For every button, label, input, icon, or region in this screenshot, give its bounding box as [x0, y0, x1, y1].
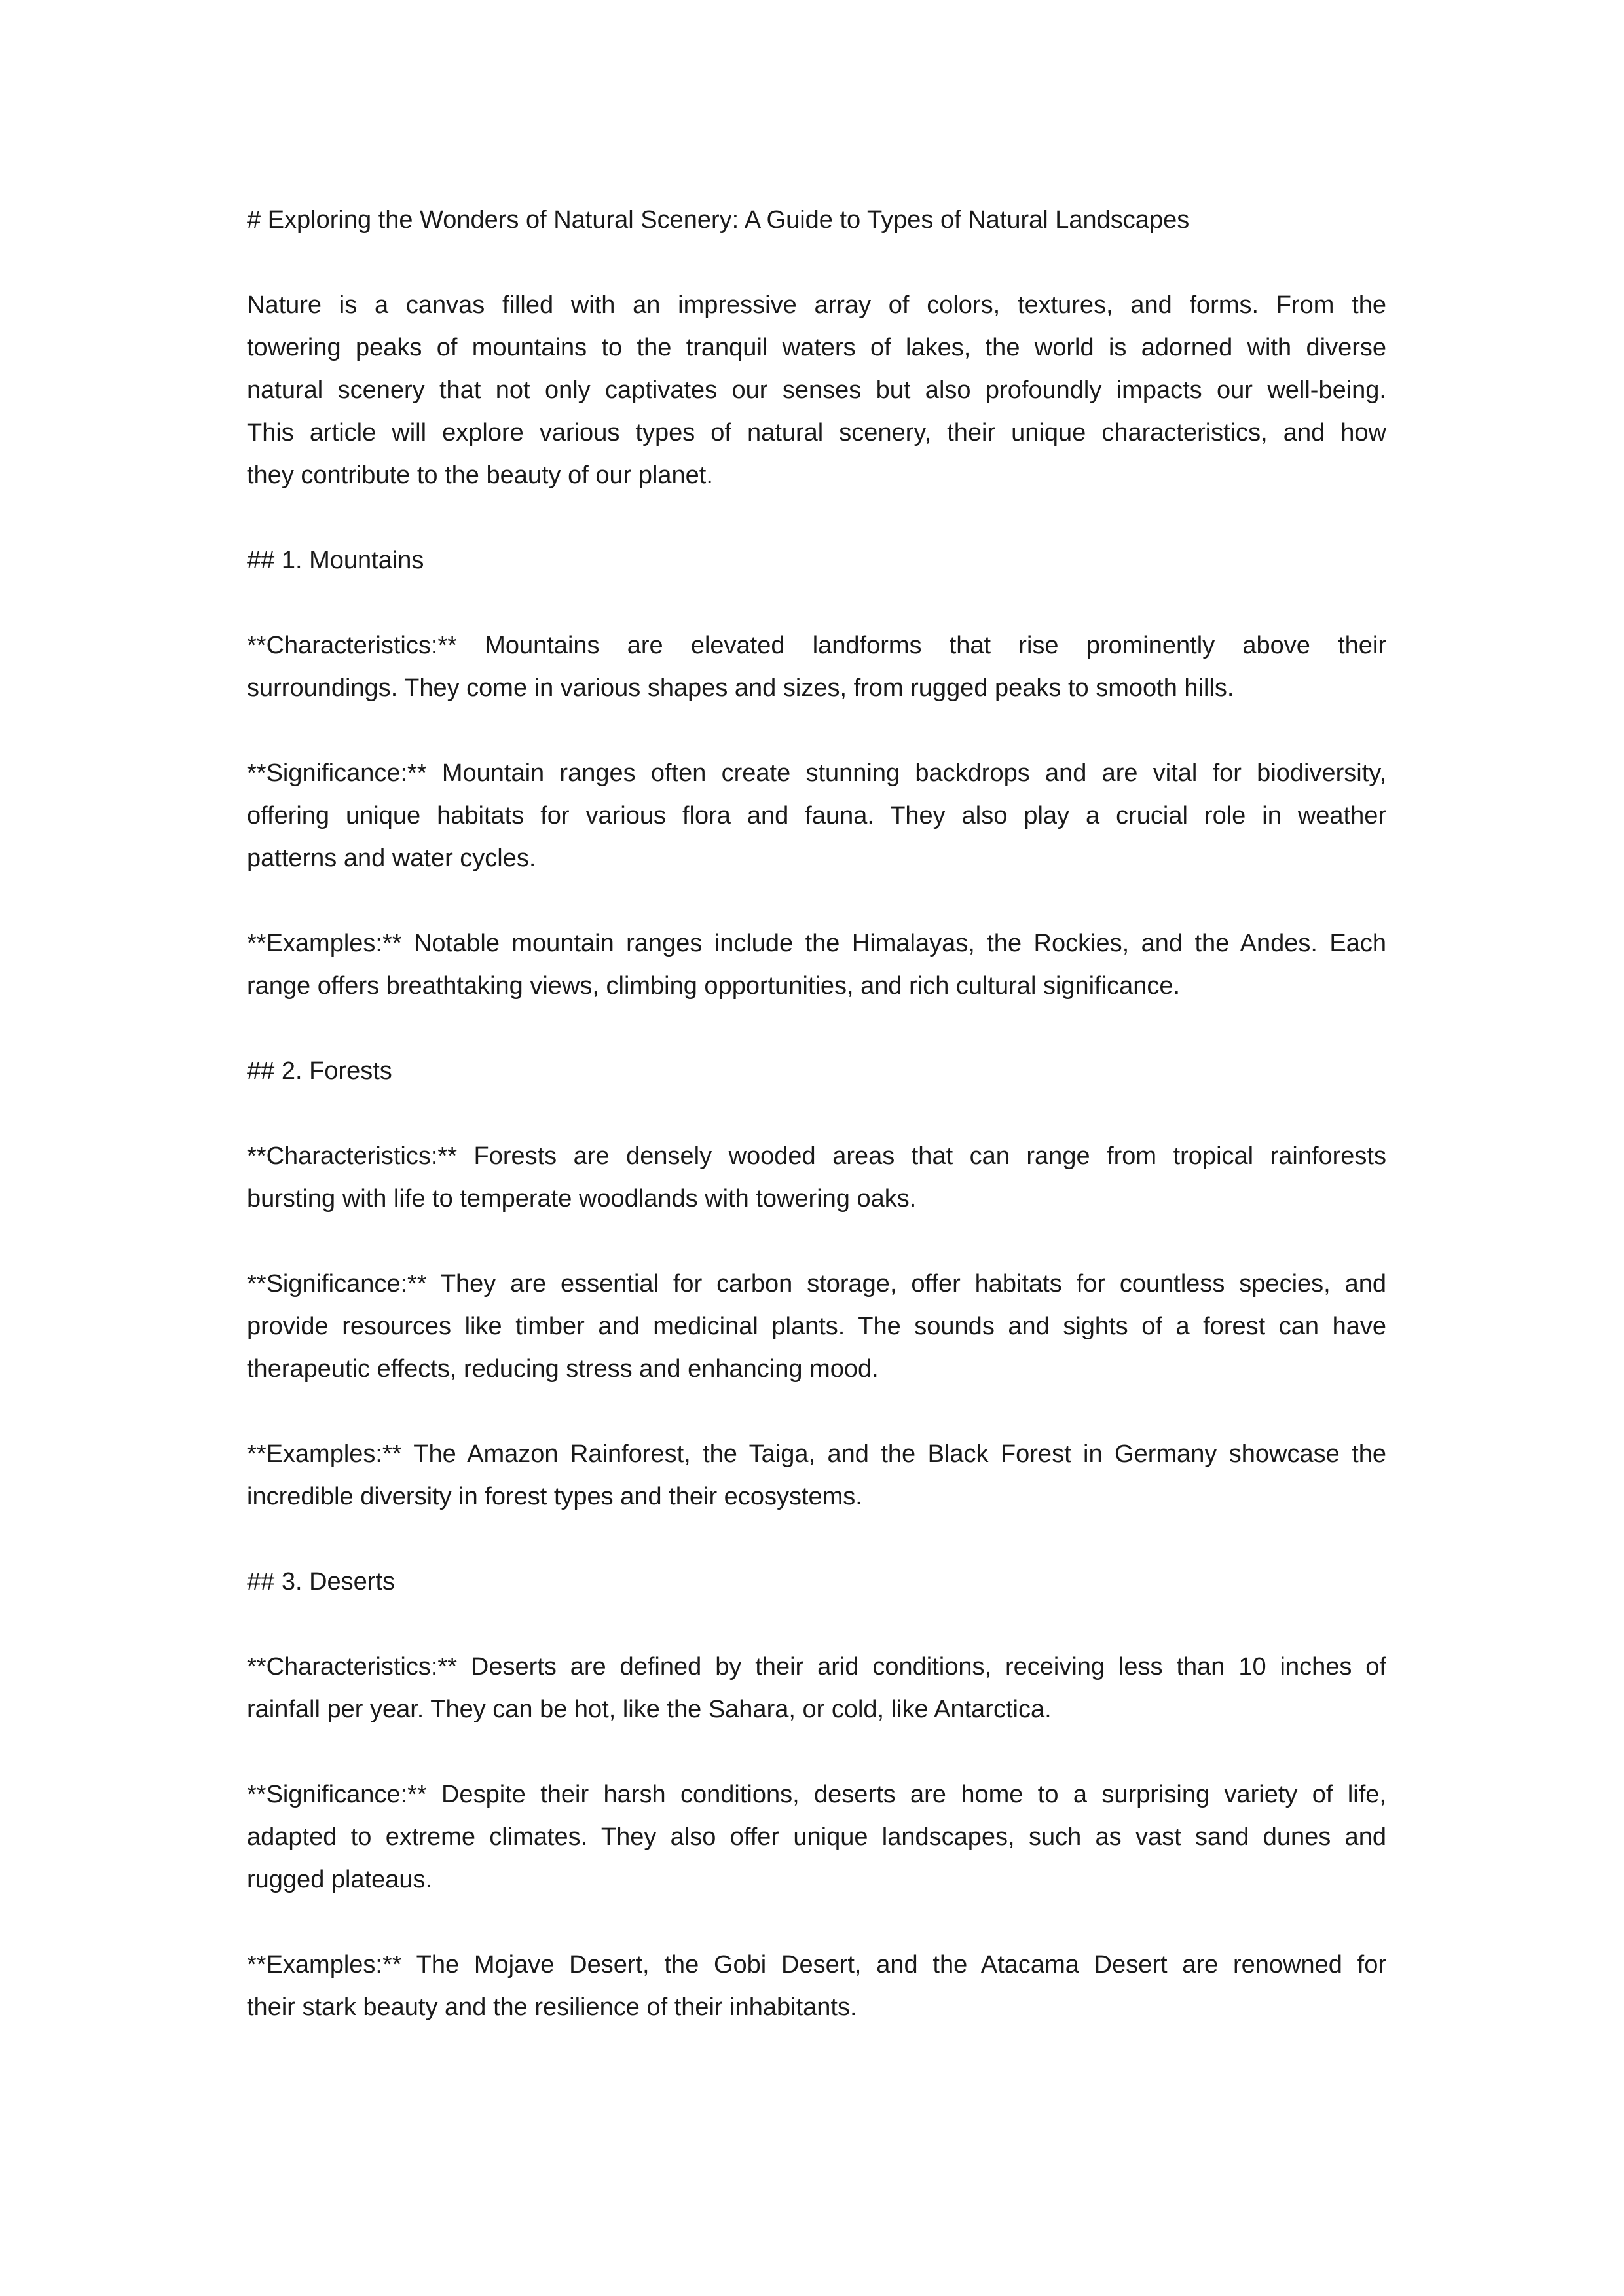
forests-significance-line: provide resources like timber and medicinal plants. The sounds and sights of a forest can have — [247, 1313, 1386, 1340]
mountains-significance-line: patterns and water cycles. — [247, 845, 536, 872]
intro-line: This article will explore various types of natural scenery, their unique characteristics, and how — [247, 419, 1386, 446]
forests-significance-line: **Significance:** They are essential for carbon storage, offer habitats for countless species, and — [247, 1270, 1386, 1298]
forests-characteristics-line: bursting with life to temperate woodlands with towering oaks. — [247, 1185, 917, 1212]
section-heading-mountains: ## 1. Mountains — [247, 547, 424, 574]
document-title: # Exploring the Wonders of Natural Scenery: A Guide to Types of Natural Landscapes — [247, 206, 1190, 234]
intro-line: they contribute to the beauty of our planet. — [247, 462, 713, 489]
mountains-examples-line: range offers breathtaking views, climbing opportunities, and rich cultural significance. — [247, 972, 1181, 1000]
forests-examples-line: incredible diversity in forest types and their ecosystems. — [247, 1483, 862, 1510]
forests-significance-line: therapeutic effects, reducing stress and enhancing mood. — [247, 1355, 879, 1383]
mountains-significance-line: **Significance:** Mountain ranges often create stunning backdrops and are vital for biodiversity, — [247, 759, 1386, 787]
forests-characteristics-line: **Characteristics:** Forests are densely wooded areas that can range from tropical rainforests — [247, 1142, 1386, 1170]
mountains-characteristics-line: **Characteristics:** Mountains are elevated landforms that rise prominently above their — [247, 632, 1386, 659]
deserts-characteristics-line: **Characteristics:** Deserts are defined by their arid conditions, receiving less than 10 inches of — [247, 1653, 1386, 1681]
section-heading-deserts: ## 3. Deserts — [247, 1568, 395, 1595]
deserts-examples-line: **Examples:** The Mojave Desert, the Gobi Desert, and the Atacama Desert are renowned for — [247, 1951, 1386, 1978]
forests-examples-line: **Examples:** The Amazon Rainforest, the Taiga, and the Black Forest in Germany showcase the — [247, 1440, 1386, 1468]
deserts-significance-line: **Significance:** Despite their harsh conditions, deserts are home to a surprising variety of life, — [247, 1781, 1386, 1808]
intro-line: natural scenery that not only captivates our senses but also profoundly impacts our well-being. — [247, 376, 1386, 404]
deserts-significance-line: rugged plateaus. — [247, 1866, 433, 1893]
intro-line: towering peaks of mountains to the tranquil waters of lakes, the world is adorned with diverse — [247, 334, 1386, 361]
mountains-examples-line: **Examples:** Notable mountain ranges include the Himalayas, the Rockies, and the Andes. Each — [247, 930, 1386, 957]
section-heading-forests: ## 2. Forests — [247, 1057, 392, 1085]
deserts-characteristics-line: rainfall per year. They can be hot, like the Sahara, or cold, like Antarctica. — [247, 1696, 1052, 1723]
mountains-significance-line: offering unique habitats for various flora and fauna. They also play a crucial role in weather — [247, 802, 1386, 829]
intro-line: Nature is a canvas filled with an impressive array of colors, textures, and forms. From the — [247, 291, 1386, 319]
deserts-significance-line: adapted to extreme climates. They also offer unique landscapes, such as vast sand dunes and — [247, 1823, 1386, 1851]
mountains-characteristics-line: surroundings. They come in various shapes and sizes, from rugged peaks to smooth hills. — [247, 674, 1234, 702]
deserts-examples-line: their stark beauty and the resilience of their inhabitants. — [247, 1994, 857, 2021]
